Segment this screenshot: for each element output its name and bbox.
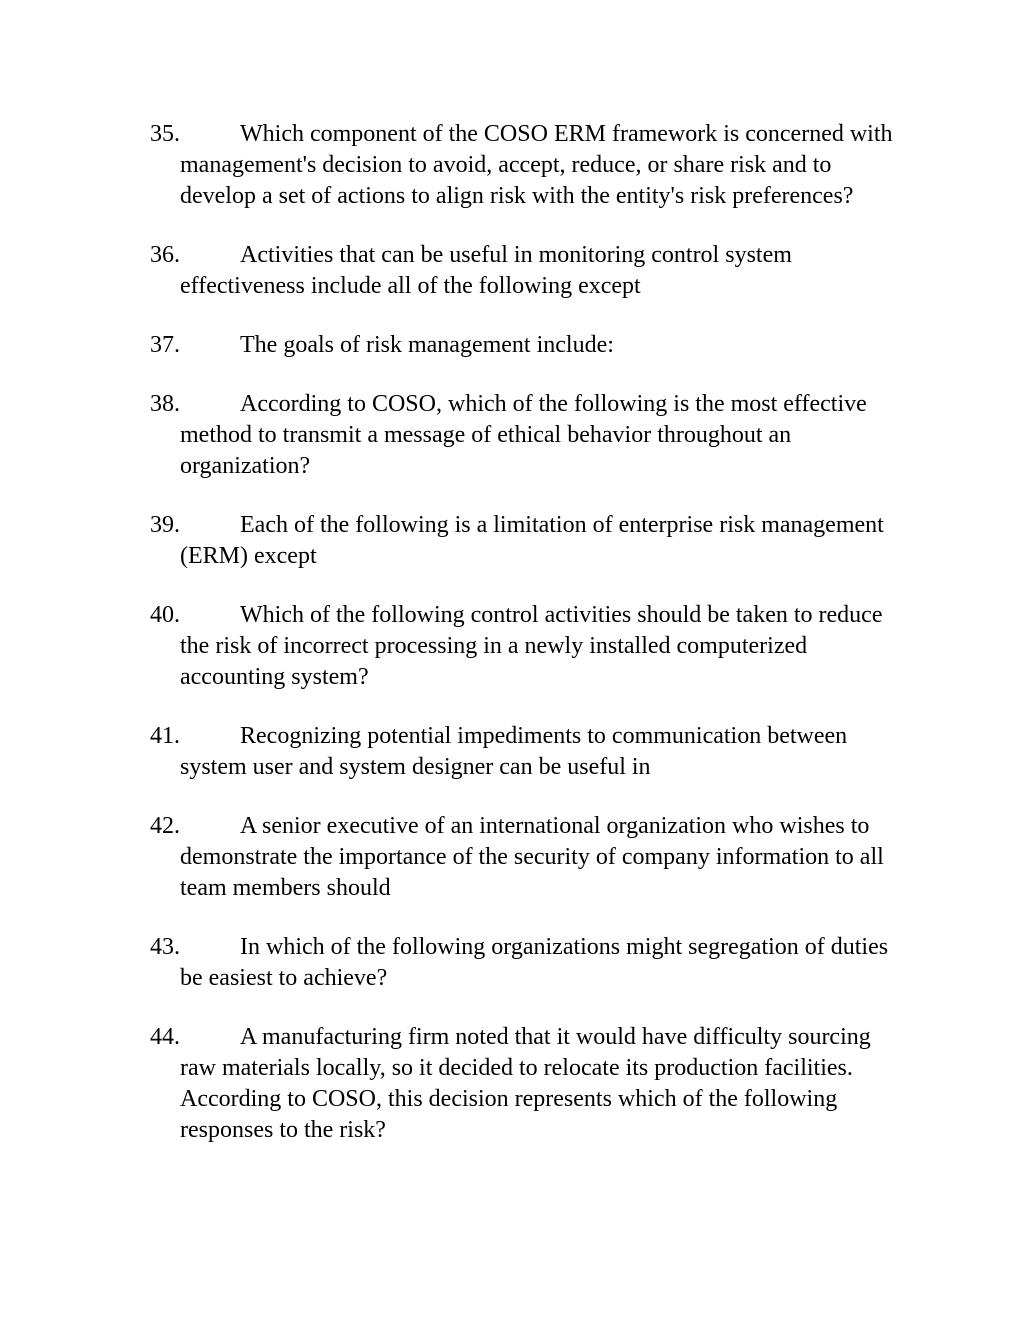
question-36 [150, 240, 910, 302]
question-number: 44. [150, 1024, 180, 1050]
question-text: Activities that can be useful in monitoring control system effectiveness include all of the following except [180, 242, 792, 299]
question-41 [150, 721, 910, 783]
question-35 [150, 119, 910, 212]
question-44 [150, 1022, 910, 1146]
question-number: 38. [150, 391, 180, 417]
question-number: 41. [150, 723, 180, 749]
question-text: Recognizing potential impediments to communication between system user and system designer can be useful in [180, 723, 848, 780]
question-number: 43. [150, 934, 180, 960]
question-text: The goals of risk management include: [240, 332, 614, 358]
question-39 [150, 510, 910, 572]
question-number: 35. [150, 121, 180, 147]
question-number: 39. [150, 512, 180, 538]
question-text: A manufacturing firm noted that it would have difficulty sourcing raw materials locally, so it decided to relocate its production facilities. According to COSO, this decision represents which of the following responses to the risk? [180, 1024, 871, 1143]
question-43 [150, 932, 910, 994]
question-text: According to COSO, which of the following is the most effective method to transmit a message of ethical behavior throughout an organization? [180, 391, 867, 479]
question-text: In which of the following organizations might segregation of duties be easiest to achieve? [180, 934, 889, 991]
question-text: A senior executive of an international organization who wishes to demonstrate the importance of the security of company information to all team members should [180, 813, 884, 901]
question-text: Each of the following is a limitation of enterprise risk management (ERM) except [180, 512, 884, 569]
question-40 [150, 600, 910, 693]
question-number: 40. [150, 602, 180, 628]
question-text: Which component of the COSO ERM framework is concerned with management's decision to avoid, accept, reduce, or share risk and to develop a set of actions to align risk with the entity's risk preferences? [180, 121, 893, 209]
question-37 [150, 330, 910, 361]
question-number: 37. [150, 332, 180, 358]
question-42 [150, 811, 910, 904]
question-list [150, 119, 910, 1174]
question-number: 42. [150, 813, 180, 839]
question-38 [150, 389, 910, 482]
question-number: 36. [150, 242, 180, 268]
question-text: Which of the following control activities should be taken to reduce the risk of incorrect processing in a newly installed computerized accounting system? [180, 602, 883, 690]
